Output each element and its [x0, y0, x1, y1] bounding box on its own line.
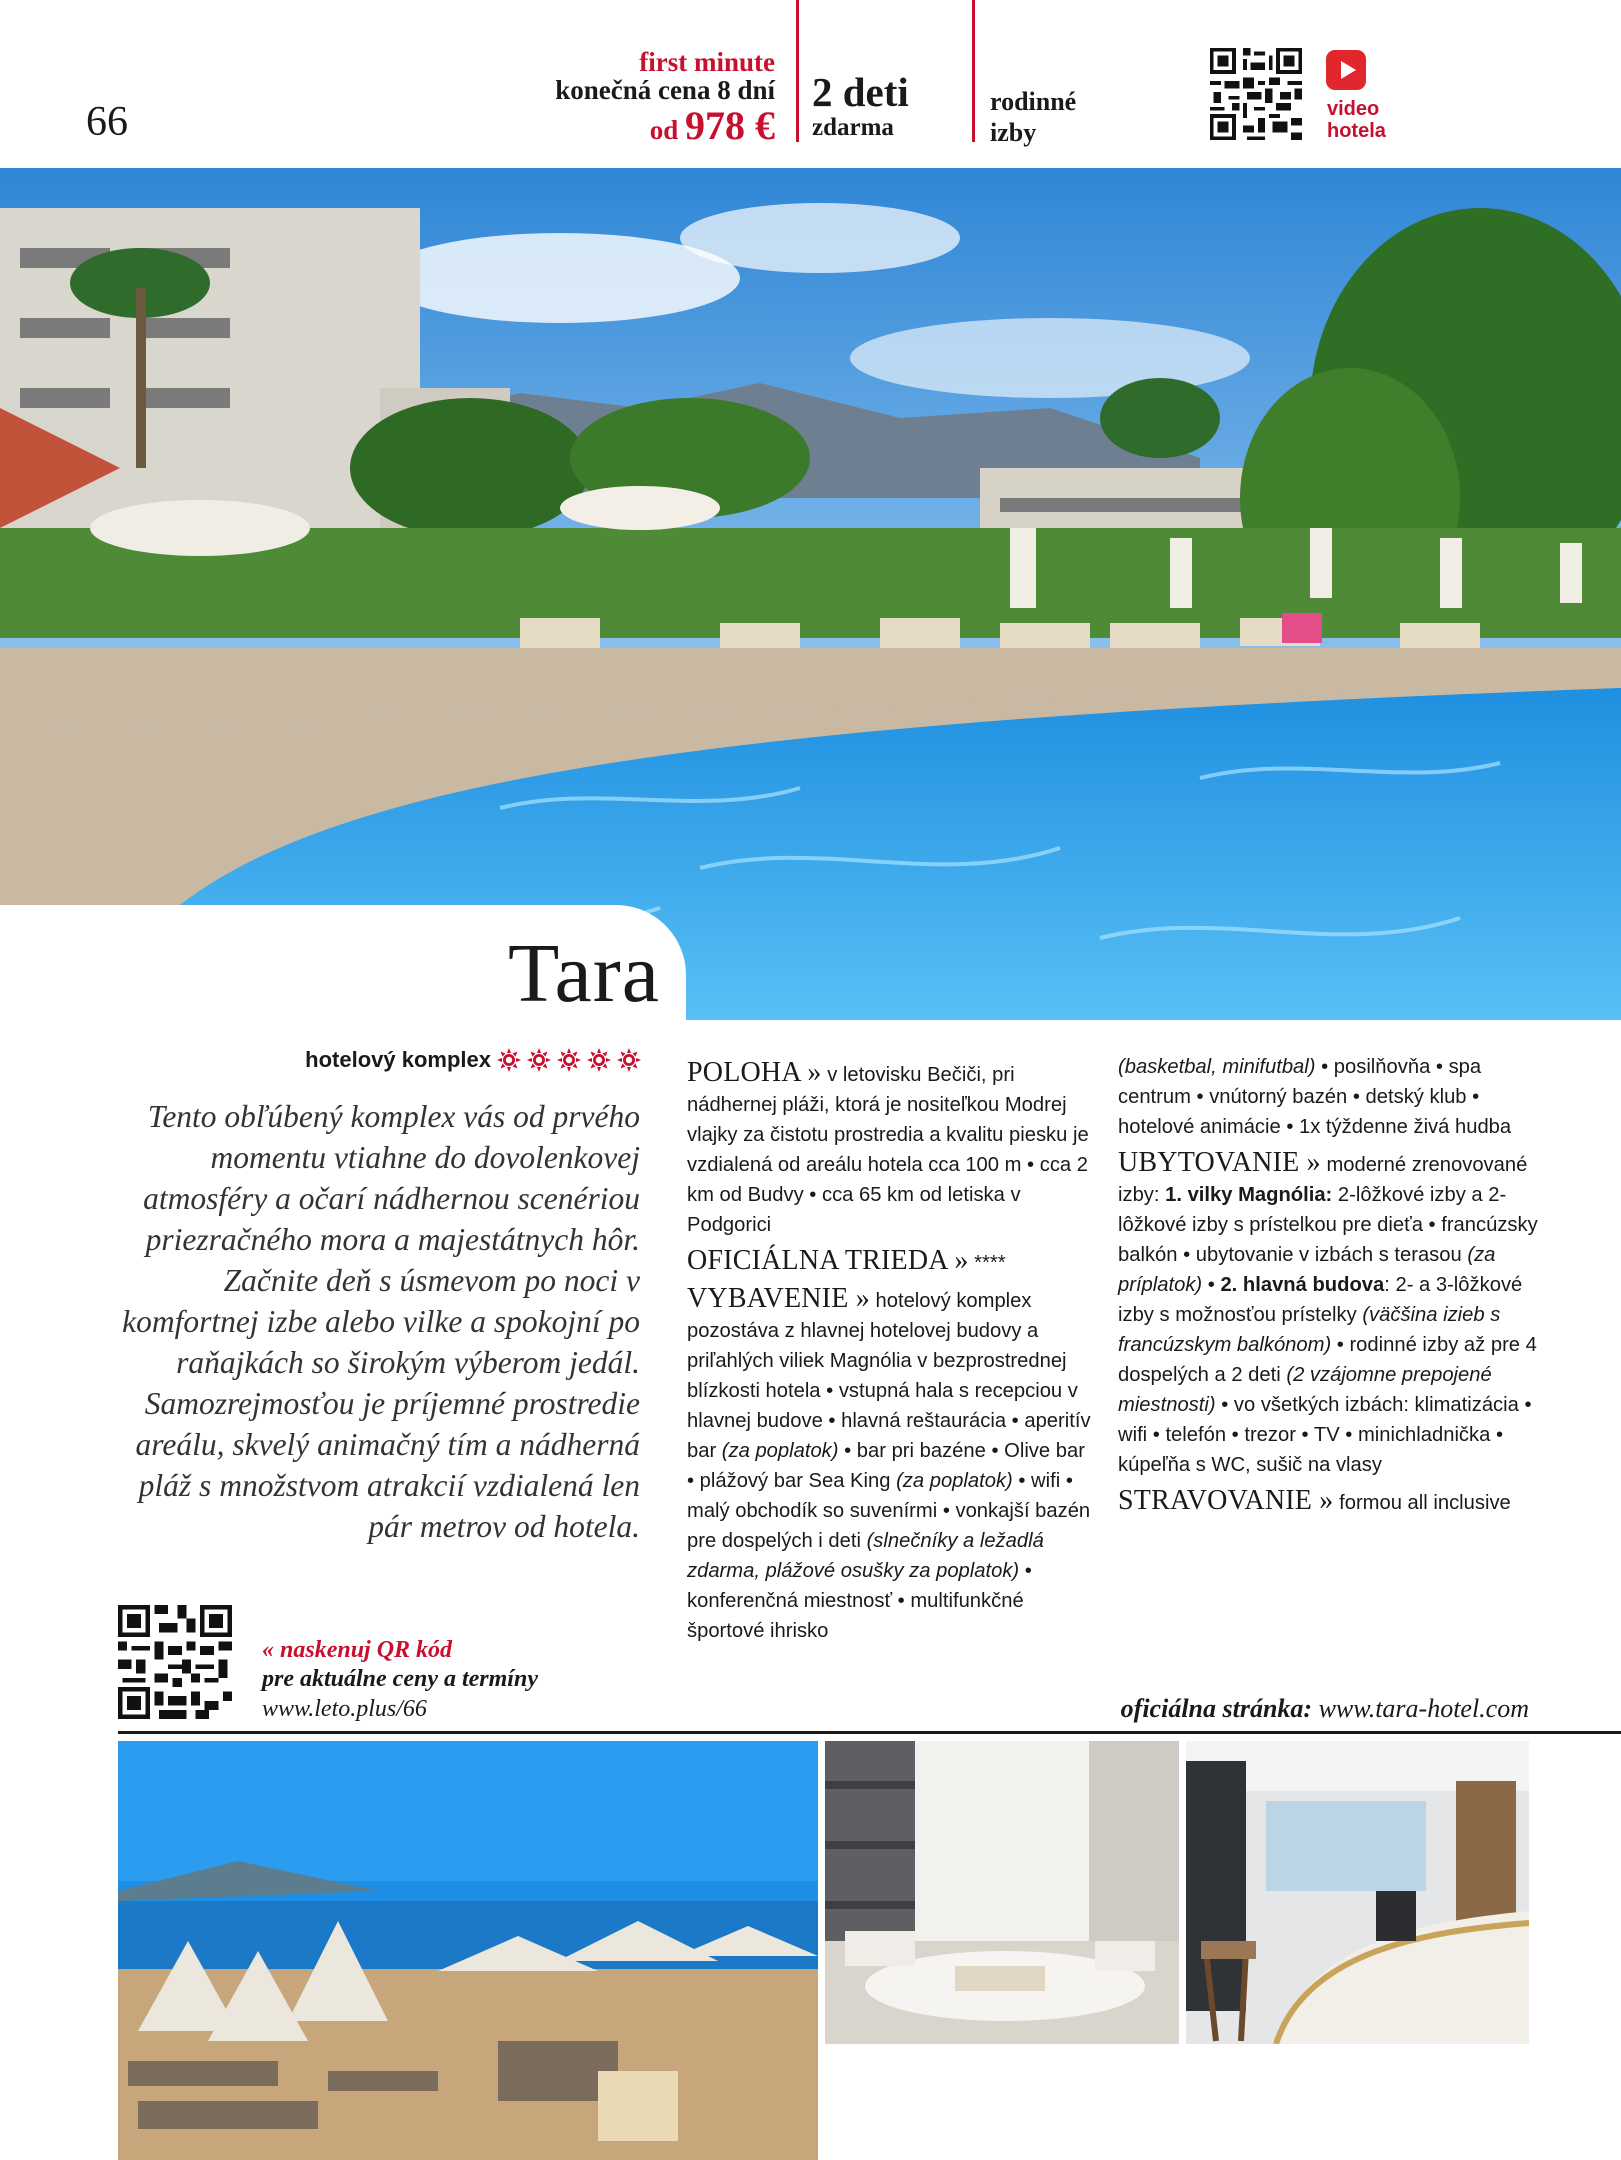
price-value: 978 €: [685, 102, 775, 148]
hotel-category: [305, 1047, 641, 1073]
official-site-label: oficiálna stránka:: [1120, 1694, 1313, 1723]
lobby-photo: [825, 1741, 1179, 2044]
family-rooms-line1: rodinné: [990, 87, 1077, 116]
info-column-1: [687, 1058, 1097, 1652]
kids-number: 2 deti: [812, 69, 909, 115]
official-site-url[interactable]: www.tara-hotel.com: [1318, 1694, 1529, 1723]
equipment-section: [687, 1284, 1097, 1646]
video-label[interactable]: [1327, 98, 1386, 143]
hotel-name: Tara: [508, 927, 660, 1020]
hotel-intro: Tento obľúbený komplex vás od prvého momentu vtiahne do dovolenkovej atmosféry a očarí nádhernou scenériou priezračného mora a majestátnych hôr. Začnite deň s úsmevom po noci v komfortnej izbe alebo vilke a spokojní po raňajkách so širokým výberom jedál. Samozrejmosťou je príjemné prostredie areálu, skvelý animačný tím a nádherná pláž s množstvom atrakcií vzdialená len pár metrov od hotela.: [122, 1099, 640, 1544]
bar-photo: [1186, 1741, 1529, 2044]
accommodation-text: moderné zrenovované izby:: [1118, 1154, 1528, 1206]
video-qr-code[interactable]: [1210, 48, 1302, 140]
accommodation-subheading: 2. hlavná budova: [1220, 1274, 1385, 1296]
accommodation-note: (2 vzájomne prepojené miestnosti): [1118, 1364, 1492, 1416]
board-heading: STRAVOVANIE »: [1118, 1485, 1334, 1516]
accommodation-text: : 2- a 3-lôžkové izby s možnosťou prístelky: [1118, 1274, 1523, 1326]
kids-free-label: zdarma: [812, 114, 894, 141]
accommodation-subheading: 1. vilky Magnólia:: [1165, 1184, 1333, 1206]
video-line2: hotela: [1327, 120, 1386, 143]
play-icon[interactable]: [1326, 50, 1366, 90]
qr-cta-line1: « naskenuj QR kód: [262, 1637, 453, 1663]
equipment-text: • wifi • malý obchodík so suvenírmi • vonkajší bazén pre dospelých i deti: [687, 1470, 1091, 1552]
hotel-title-tab: [0, 905, 686, 1045]
accommodation-text: •: [1207, 1274, 1215, 1296]
header-divider: [796, 0, 799, 142]
accommodation-text: 2-lôžkové izby a 2-lôžkové izby s prístelkou pre dieťa • francúzsky balkón • ubytovanie v izbách s terasou: [1118, 1184, 1538, 1266]
equipment-text: • konferenčná miestnosť • multifunkčné športové ihrisko: [687, 1560, 1032, 1642]
official-class-value: ****: [974, 1252, 1006, 1274]
board-text: formou all inclusive: [1339, 1492, 1511, 1514]
first-minute-label: first minute: [639, 47, 775, 77]
first-minute-price-block: [555, 48, 775, 147]
sun-star-icon: [617, 1048, 641, 1072]
official-class-heading: OFICIÁLNA TRIEDA »: [687, 1245, 969, 1276]
equipment-continued: [1118, 1052, 1538, 1142]
qr-cta-line2: pre aktuálne ceny a termíny: [262, 1666, 538, 1693]
beach-photo: [118, 1741, 818, 2160]
official-class-section: [687, 1246, 1097, 1278]
qr-call-to-action: [262, 1636, 538, 1724]
info-column-2: [1118, 1052, 1538, 1524]
accommodation-heading: UBYTOVANIE »: [1118, 1147, 1321, 1178]
page-number: 66: [86, 99, 128, 145]
equipment-text: • posilňovňa • spa centrum • vnútorný bazén • detský klub • hotelové animácie • 1x týždenne živá hudba: [1118, 1056, 1512, 1138]
location-text: v letovisku Bečiči, pri nádhernej pláži, ktorá je nositeľkou Modrej vlajky za čistotu prostredia a kvalitu piesku je vzdialená od areálu hotela cca 100 m • cca 2 km od Budvy • cca 65 km od letiska v Podgorici: [687, 1064, 1089, 1236]
sun-star-icon: [587, 1048, 611, 1072]
sun-star-icon: [557, 1048, 581, 1072]
hero-photo-pool: [0, 168, 1621, 1020]
family-rooms-line2: izby: [990, 118, 1037, 148]
accommodation-section: [1118, 1148, 1538, 1480]
final-price-label: konečná cena 8 dní: [555, 75, 775, 106]
accommodation-text: • vo všetkých izbách: klimatizácia • wifi • telefón • trezor • TV • minichladnička • kúpeľňa s WC, sušič na vlasy: [1118, 1394, 1532, 1476]
equipment-text: • bar pri bazéne • Olive bar • plážový bar Sea King: [687, 1440, 1085, 1492]
location-heading: POLOHA »: [687, 1057, 822, 1088]
price-prefix: od: [649, 114, 679, 145]
equipment-note: (basketbal, minifutbal): [1118, 1056, 1316, 1078]
equipment-text: hotelový komplex pozostáva z hlavnej hotelovej budovy a priľahlých viliek Magnólia v bezprostrednej blízkosti hotela • vstupná hala s recepciou v hlavnej budove • hlavná reštaurácia • aperitív bar: [687, 1290, 1091, 1462]
sun-star-icon: [497, 1048, 521, 1072]
family-rooms-badge: [990, 86, 1076, 148]
qr-url-link[interactable]: www.leto.plus/66: [262, 1695, 427, 1722]
equipment-note: (za poplatok): [896, 1470, 1013, 1492]
sun-star-icon: [527, 1048, 551, 1072]
equipment-note: (slnečníky a ležadlá zdarma, plážové osušky za poplatok): [687, 1530, 1044, 1582]
equipment-note: (za poplatok): [721, 1440, 839, 1462]
header-divider: [972, 0, 975, 142]
official-website: [1121, 1694, 1529, 1724]
equipment-heading: VYBAVENIE »: [687, 1283, 870, 1314]
location-section: [687, 1058, 1097, 1240]
accommodation-text: • rodinné izby až pre 4 dospelých a 2 deti: [1118, 1334, 1537, 1386]
video-line1: video: [1327, 98, 1380, 120]
price-line: [555, 102, 775, 148]
kids-free-badge: [812, 69, 909, 143]
category-label: hotelový komplex: [305, 1047, 491, 1072]
accommodation-note: (za príplatok): [1118, 1244, 1496, 1296]
prices-qr-code[interactable]: [118, 1605, 232, 1719]
section-divider: [118, 1731, 1621, 1734]
accommodation-note: (väčšina izieb s francúzskym balkónom): [1118, 1304, 1501, 1356]
board-section: [1118, 1486, 1538, 1518]
